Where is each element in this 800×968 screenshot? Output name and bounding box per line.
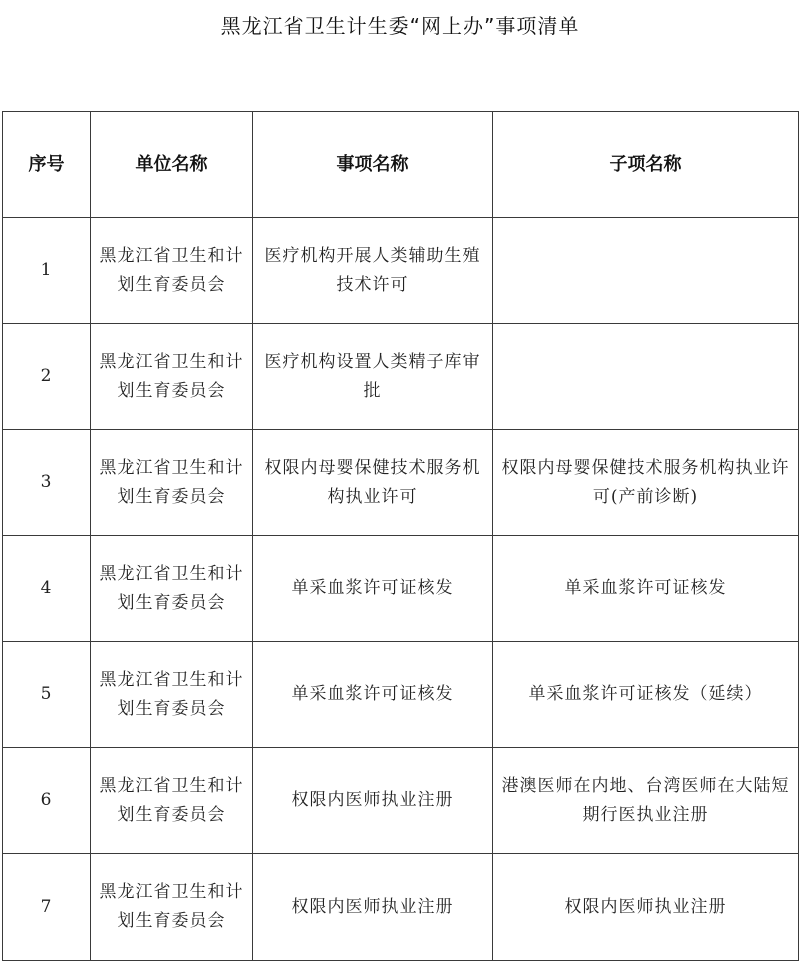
table-row [3, 218, 799, 324]
table-row [3, 854, 799, 961]
cell-subitem [493, 218, 799, 324]
cell-unit: 黑龙江省卫生和计划生育委员会 [91, 642, 253, 748]
cell-subitem: 港澳医师在内地、台湾医师在大陆短期行医执业注册 [493, 748, 799, 854]
page-title: 黑龙江省卫生计生委“网上办”事项清单 [220, 14, 580, 38]
cell-item: 权限内医师执业注册 [253, 854, 493, 961]
cell-seq: 1 [3, 218, 91, 324]
cell-seq: 7 [3, 854, 91, 961]
table-row [3, 642, 799, 748]
cell-unit: 黑龙江省卫生和计划生育委员会 [91, 536, 253, 642]
cell-unit: 黑龙江省卫生和计划生育委员会 [91, 324, 253, 430]
table-row [3, 324, 799, 430]
table-row [3, 430, 799, 536]
cell-unit: 黑龙江省卫生和计划生育委员会 [91, 430, 253, 536]
cell-seq: 6 [3, 748, 91, 854]
cell-subitem: 单采血浆许可证核发（延续） [493, 642, 799, 748]
table-row [3, 748, 799, 854]
header-item-name: 事项名称 [253, 112, 493, 218]
cell-subitem: 权限内母婴保健技术服务机构执业许可(产前诊断) [493, 430, 799, 536]
cell-item: 医疗机构设置人类精子库审批 [253, 324, 493, 430]
cell-item: 医疗机构开展人类辅助生殖技术许可 [253, 218, 493, 324]
cell-seq: 2 [3, 324, 91, 430]
cell-seq: 5 [3, 642, 91, 748]
cell-subitem: 权限内医师执业注册 [493, 854, 799, 961]
header-unit-name: 单位名称 [91, 112, 253, 218]
items-table [2, 111, 799, 961]
cell-item: 权限内医师执业注册 [253, 748, 493, 854]
cell-item: 单采血浆许可证核发 [253, 536, 493, 642]
table-row [3, 536, 799, 642]
cell-unit: 黑龙江省卫生和计划生育委员会 [91, 218, 253, 324]
cell-unit: 黑龙江省卫生和计划生育委员会 [91, 748, 253, 854]
cell-subitem [493, 324, 799, 430]
table-header-row [3, 112, 799, 218]
cell-subitem: 单采血浆许可证核发 [493, 536, 799, 642]
cell-seq: 4 [3, 536, 91, 642]
cell-item: 权限内母婴保健技术服务机构执业许可 [253, 430, 493, 536]
cell-item: 单采血浆许可证核发 [253, 642, 493, 748]
header-subitem-name: 子项名称 [493, 112, 799, 218]
cell-unit: 黑龙江省卫生和计划生育委员会 [91, 854, 253, 961]
cell-seq: 3 [3, 430, 91, 536]
header-seq: 序号 [3, 112, 91, 218]
